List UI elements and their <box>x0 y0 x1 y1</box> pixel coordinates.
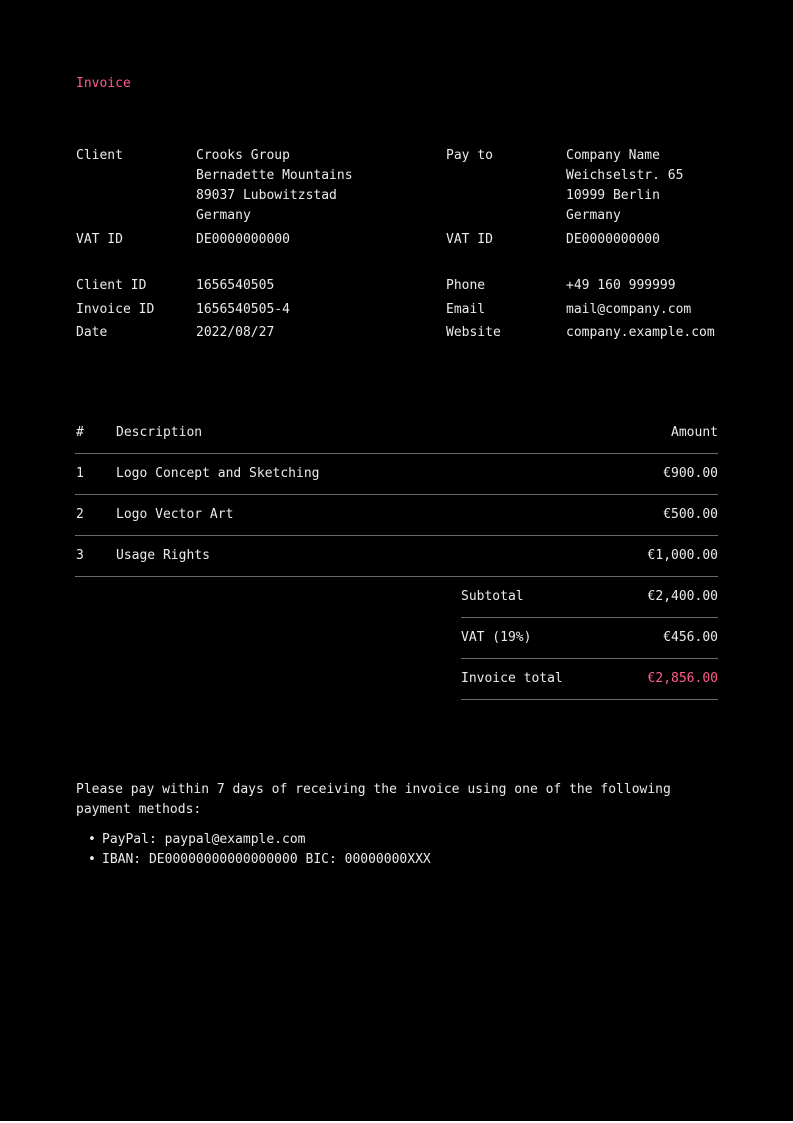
client-label: Client <box>76 148 123 163</box>
pay-to-label: Pay to <box>446 148 493 163</box>
date-label: Date <box>76 325 108 340</box>
subtotal-value: €2,400.00 <box>647 589 718 604</box>
invoice-id-label: Invoice ID <box>76 302 155 317</box>
client-vat-label: VAT ID <box>76 232 123 247</box>
item-description: Logo Concept and Sketching <box>116 466 320 481</box>
table-rule <box>75 453 718 454</box>
client-street: Bernadette Mountains <box>196 168 353 183</box>
item-description: Usage Rights <box>116 548 210 563</box>
client-id-label: Client ID <box>76 278 147 293</box>
table-rule <box>75 494 718 495</box>
company-vat-label: VAT ID <box>446 232 493 247</box>
pay-to-address <box>566 146 683 226</box>
website-value: company.example.com <box>566 325 715 340</box>
table-rule <box>75 535 718 536</box>
item-amount: €500.00 <box>663 507 718 522</box>
invoice-total-label: Invoice total <box>461 671 563 686</box>
bullet-icon: • <box>88 832 96 847</box>
payment-method-iban: IBAN: DE00000000000000000 BIC: 00000000XXX <box>102 852 431 867</box>
items-header-num: # <box>76 425 84 440</box>
date-value: 2022/08/27 <box>196 325 275 340</box>
client-vat-value: DE0000000000 <box>196 232 290 247</box>
item-amount: €1,000.00 <box>647 548 718 563</box>
item-num: 1 <box>76 466 84 481</box>
totals-rule <box>461 617 718 618</box>
item-num: 2 <box>76 507 84 522</box>
client-country: Germany <box>196 208 251 223</box>
company-street: Weichselstr. 65 <box>566 168 684 183</box>
client-id-value: 1656540505 <box>196 278 275 293</box>
vat-value: €456.00 <box>663 630 718 645</box>
invoice-total-value: €2,856.00 <box>647 671 718 686</box>
client-city: 89037 Lubowitzstad <box>196 188 337 203</box>
invoice-title: Invoice <box>76 76 131 91</box>
payment-methods-list <box>88 830 431 870</box>
items-header-amount: Amount <box>671 425 718 440</box>
client-name: Crooks Group <box>196 148 290 163</box>
item-description: Logo Vector Art <box>116 507 234 522</box>
table-rule <box>75 576 718 577</box>
website-label: Website <box>446 325 501 340</box>
vat-label: VAT (19%) <box>461 630 532 645</box>
item-num: 3 <box>76 548 84 563</box>
company-city: 10999 Berlin <box>566 188 660 203</box>
company-vat-value: DE0000000000 <box>566 232 660 247</box>
email-value: mail@company.com <box>566 302 692 317</box>
subtotal-label: Subtotal <box>461 589 524 604</box>
email-label: Email <box>446 302 486 317</box>
payment-method-paypal: PayPal: paypal@example.com <box>102 832 306 847</box>
items-header-description: Description <box>116 425 203 440</box>
company-country: Germany <box>566 208 621 223</box>
item-amount: €900.00 <box>663 466 718 481</box>
bullet-icon: • <box>88 852 96 867</box>
list-item <box>88 830 431 850</box>
totals-rule <box>461 699 718 700</box>
list-item <box>88 850 431 870</box>
phone-label: Phone <box>446 278 486 293</box>
client-address <box>196 146 353 226</box>
company-name: Company Name <box>566 148 660 163</box>
payment-note: Please pay within 7 days of receiving the invoice using one of the following payment methods: <box>76 782 671 817</box>
invoice-id-value: 1656540505-4 <box>196 302 290 317</box>
totals-rule <box>461 658 718 659</box>
phone-value: +49 160 999999 <box>566 278 676 293</box>
